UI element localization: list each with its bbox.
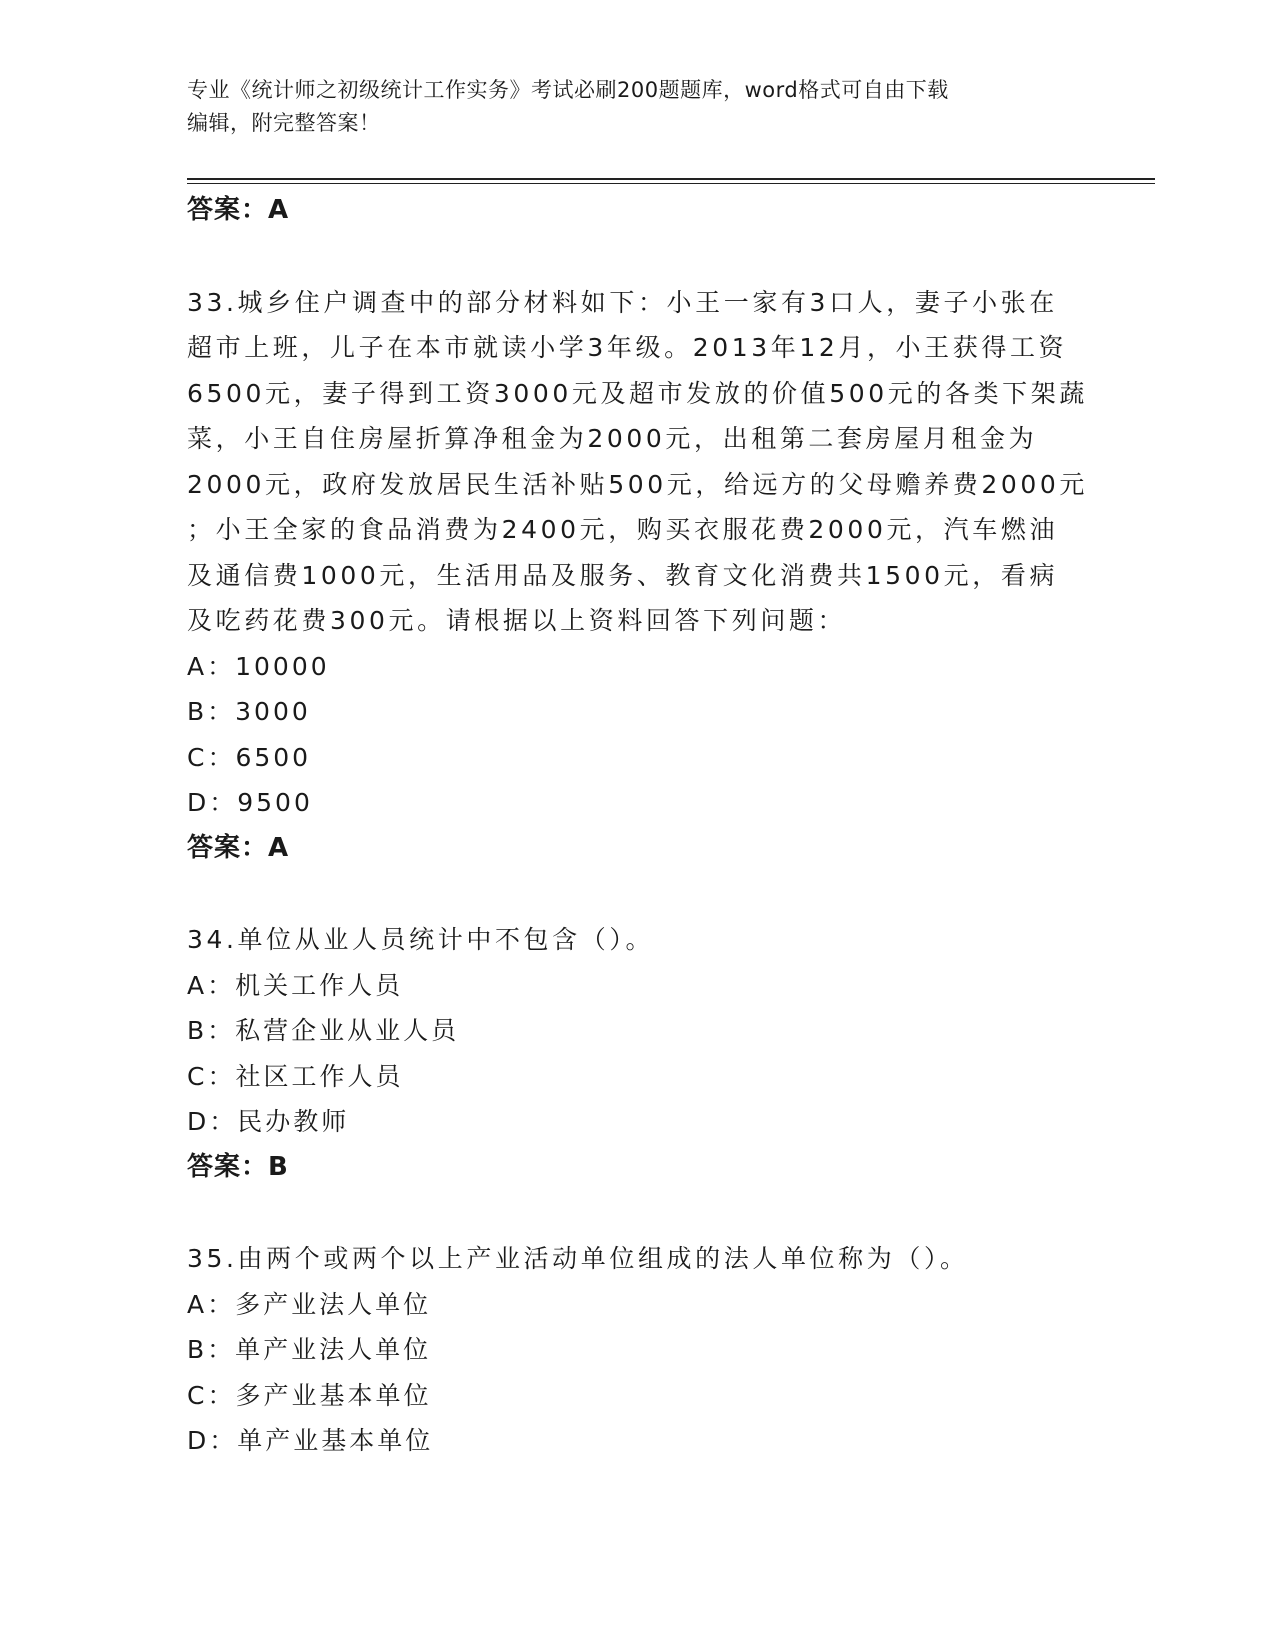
spacer — [187, 871, 1087, 917]
header-line-1: 专业《统计师之初级统计工作实务》考试必刷200题题库，word格式可自由下载 — [187, 78, 949, 102]
question-stem-line: 35.由两个或两个以上产业活动单位组成的法人单位称为（）。 — [187, 1244, 969, 1273]
question-stem-line: 2000元，政府发放居民生活补贴500元，给远方的父母赡养费2000元 — [187, 469, 1088, 499]
option-c: C：6500 — [187, 742, 312, 772]
previous-answer: 答案：A — [187, 195, 290, 225]
option-b: B：3000 — [187, 697, 311, 726]
question-stem-line: 33.城乡住户调查中的部分材料如下：小王一家有3口人，妻子小张在 — [187, 287, 1058, 317]
question-stem-line: ；小王全家的食品消费为2400元，购买衣服花费2000元，汽车燃油 — [187, 515, 1059, 544]
option-a: A：机关工作人员 — [187, 970, 404, 1000]
question-block — [187, 917, 1087, 1190]
option-d: D：民办教师 — [187, 1107, 350, 1136]
option-d: D：单产业基本单位 — [187, 1426, 434, 1455]
option-c: C：社区工作人员 — [187, 1061, 404, 1091]
option-b: B：单产业法人单位 — [187, 1335, 432, 1364]
answer-line: 答案：B — [187, 1151, 289, 1182]
question-stem-line: 34.单位从业人员统计中不包含（）。 — [187, 925, 655, 954]
question-stem-line: 超市上班，儿子在本市就读小学3年级。2013年12月，小王获得工资 — [187, 333, 1068, 362]
question-stem-line: 6500元，妻子得到工资3000元及超市发放的价值500元的各类下架蔬 — [187, 378, 1088, 408]
option-d: D：9500 — [187, 788, 313, 817]
option-a: A：10000 — [187, 651, 330, 681]
option-a: A：多产业法人单位 — [187, 1289, 432, 1319]
document-header — [187, 74, 1087, 140]
option-b: B：私营企业从业人员 — [187, 1016, 460, 1045]
document-body — [187, 188, 1087, 1464]
spacer — [187, 1190, 1087, 1236]
question-block — [187, 1236, 1087, 1464]
question-stem-line: 及吃药花费300元。请根据以上资料回答下列问题： — [187, 606, 847, 635]
question-stem-line: 及通信费1000元，生活用品及服务、教育文化消费共1500元，看病 — [187, 560, 1059, 590]
spacer — [187, 234, 1087, 280]
question-stem-line: 菜，小王自住房屋折算净租金为2000元，出租第二套房屋月租金为 — [187, 424, 1038, 453]
question-block — [187, 280, 1087, 872]
header-rule-thick — [187, 178, 1155, 180]
header-rule-thin — [187, 183, 1155, 184]
option-c: C：多产业基本单位 — [187, 1380, 432, 1410]
answer-line: 答案：A — [187, 832, 290, 863]
header-line-2: 编辑，附完整答案！ — [187, 111, 381, 135]
